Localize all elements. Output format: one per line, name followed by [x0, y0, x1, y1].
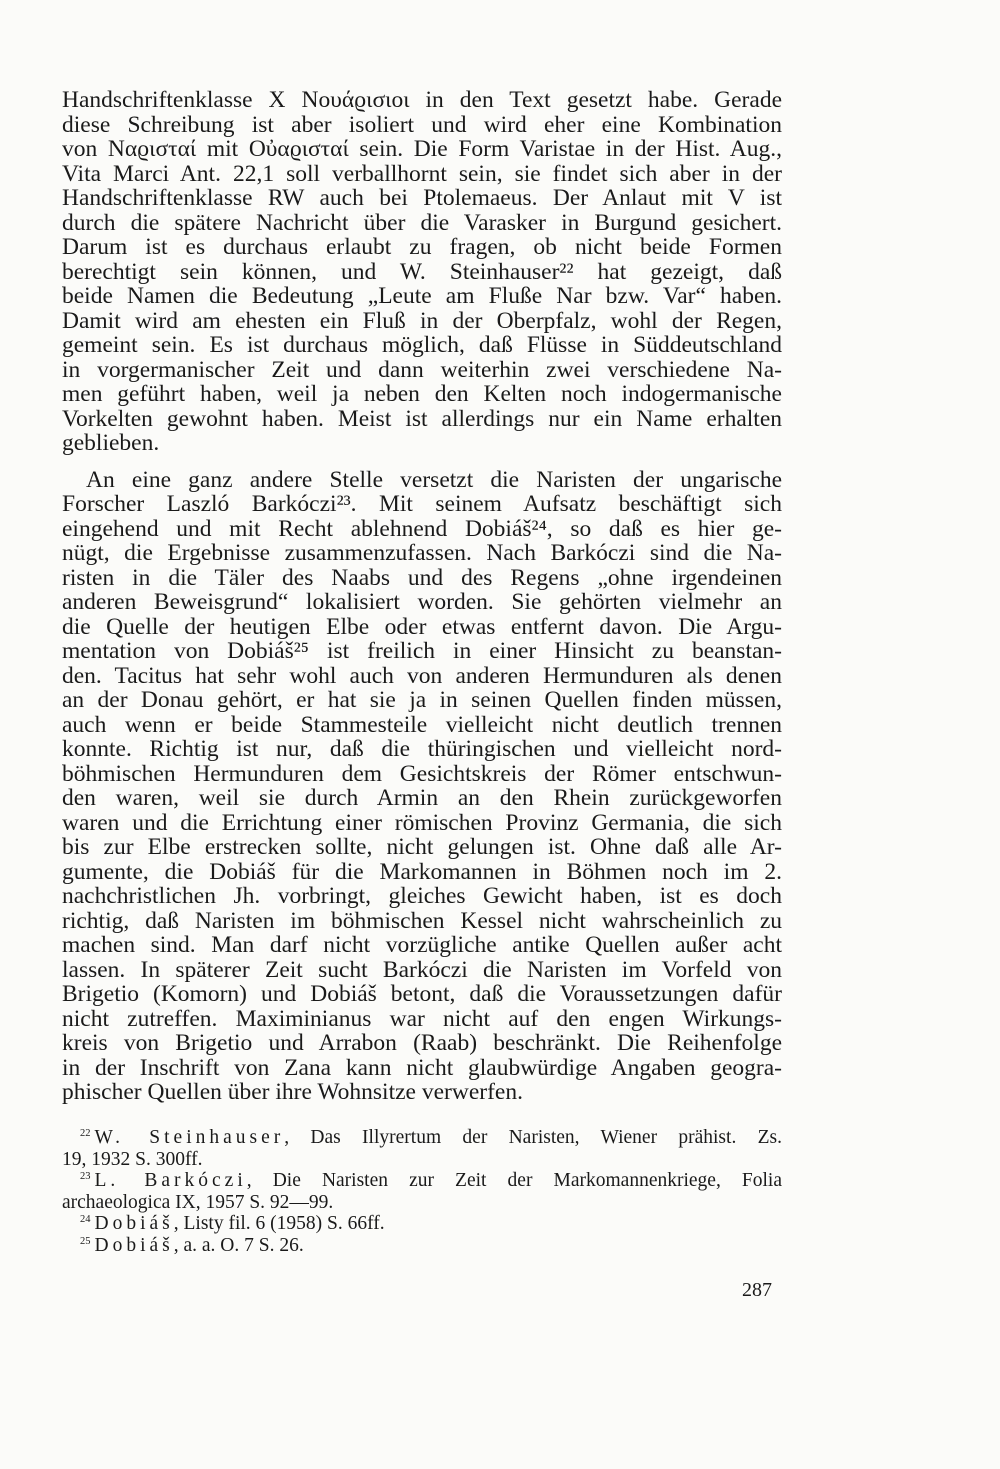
text-line: berechtigt sein können, und W. Steinhauser²² hat gezeigt, daß	[62, 258, 782, 285]
text-line: nügt, die Ergebnisse zusammenzufassen. Nach Barkóczi sind die Na-	[62, 540, 782, 566]
footnote-text: , Das Illyrertum der Naristen, Wiener prähist. Zs.	[284, 1127, 782, 1148]
footnote-text: , a. a. O. 7 S. 26.	[173, 1234, 304, 1256]
text-line: richtig, daß Naristen im böhmischen Kessel nicht wahrscheinlich zu	[62, 907, 782, 934]
footnote-23	[62, 1170, 782, 1192]
text-line: bis zur Elbe erstrecken sollte, nicht gelungen ist. Ohne daß alle Ar-	[62, 834, 782, 860]
text-line: diese Schreibung ist aber isoliert und wird eher eine Kombination	[62, 111, 782, 138]
text-line: Damit wird am ehesten ein Fluß in der Oberpfalz, wohl der Regen,	[62, 307, 782, 334]
text-line: geblieben.	[62, 430, 160, 456]
footnote-22-continuation: 19, 1932 S. 300ff.	[62, 1148, 203, 1170]
text-line: von Ναϱισταί mit Οὐαϱισταί sein. Die Form Varistae in der Hist. Aug.,	[62, 136, 782, 162]
text-line: phischer Quellen über ihre Wohnsitze verwerfen.	[62, 1079, 523, 1105]
text-line: den. Tacitus hat sehr wohl auch von anderen Hermunduren als denen	[62, 662, 782, 689]
page-number: 287	[742, 1279, 772, 1301]
text-line: Brigetio (Komorn) und Dobiáš betont, daß die Voraussetzungen dafür	[62, 981, 782, 1007]
footnote-25	[62, 1235, 782, 1257]
text-line: eingehend und mit Recht ablehnend Dobiáš²⁴, so daß es hier ge-	[62, 515, 782, 542]
text-line: Handschriftenklasse X Νουάϱισιοι in den Text gesetzt habe. Gerade	[62, 87, 782, 113]
text-line: anderen Beweisgrund“ lokalisiert worden. Sie gehörten vielmehr an	[62, 589, 782, 615]
text-line: auch wenn er beide Stammesteile vielleicht nicht deutlich trennen	[62, 711, 782, 738]
text-line: risten in die Täler des Naabs und des Regens „ohne irgendeinen	[62, 564, 782, 591]
text-line: beide Namen die Bedeutung „Leute am Fluße Nar bzw. Var“ haben.	[62, 283, 782, 309]
footnote-number: 25	[80, 1235, 91, 1247]
text-line: Vorkelten gewohnt haben. Meist ist allerdings nur ein Name erhalten	[62, 405, 782, 432]
text-line: an der Donau gehört, er hat sie ja in seinen Quellen finden müssen,	[62, 687, 782, 713]
text-line: gemeint sein. Es ist durchaus möglich, daß Flüsse in Süddeutschland	[62, 332, 782, 358]
text-line: Darum ist es durchaus erlaubt zu fragen, ob nicht beide Formen	[62, 234, 782, 260]
footnote-24	[62, 1213, 782, 1235]
text-line: durch die spätere Nachricht über die Varasker in Burgund gesichert.	[62, 209, 782, 236]
footnote-author: W. Steinhauser	[94, 1127, 285, 1148]
text-line: waren und die Errichtung einer römischen Provinz Germania, die sich	[62, 809, 782, 836]
text-line: nicht zutreffen. Maximinianus war nicht auf den engen Wirkungs-	[62, 1005, 782, 1032]
text-line: lassen. In späterer Zeit sucht Barkóczi die Naristen im Vorfeld von	[62, 956, 782, 983]
footnote-number: 22	[80, 1128, 91, 1139]
footnote-number: 24	[80, 1214, 91, 1225]
text-line: konnte. Richtig ist nur, daß die thüringischen und vielleicht nord-	[62, 736, 782, 762]
text-line: men geführt haben, weil ja neben den Kelten noch indogermanische	[62, 381, 782, 407]
text-line: böhmischen Hermunduren dem Gesichtskreis der Römer entschwun-	[62, 760, 782, 787]
footnote-author: Dobiáš	[94, 1213, 174, 1234]
text-line: An eine ganz andere Stelle versetzt die Naristen der ungarische	[86, 466, 782, 493]
text-line: die Quelle der heutigen Elbe oder etwas entfernt davon. Die Argu-	[62, 613, 782, 640]
text-line: nachchristlichen Jh. vorbringt, gleiches Gewicht haben, ist es doch	[62, 883, 782, 909]
footnotes	[62, 1127, 782, 1256]
text-line: Handschriftenklasse RW auch bei Ptolemaeus. Der Anlaut mit V ist	[62, 185, 782, 211]
text-line: gumente, die Dobiáš für die Markomannen in Böhmen noch im 2.	[62, 858, 782, 885]
text-line: in der Inschrift von Zana kann nicht glaubwürdige Angaben geogra-	[62, 1054, 782, 1081]
text-line: machen sind. Man darf nicht vorzügliche antike Quellen außer acht	[62, 932, 782, 958]
footnote-23-continuation: archaeologica IX, 1957 S. 92—99.	[62, 1191, 334, 1213]
text-line: Vita Marci Ant. 22,1 soll verballhornt sein, sie findet sich aber in der	[62, 160, 782, 187]
text-line: mentation von Dobiáš²⁵ ist freilich in einer Hinsicht zu beanstan-	[62, 638, 782, 664]
text-line: Forscher Laszló Barkóczi²³. Mit seinem Aufsatz beschäftigt sich	[62, 491, 782, 517]
text-line: kreis von Brigetio und Arrabon (Raab) beschränkt. Die Reihenfolge	[62, 1030, 782, 1056]
footnote-text: , Die Naristen zur Zeit der Markomannenkriege, Folia	[246, 1170, 782, 1191]
footnote-22	[62, 1127, 782, 1149]
text-line: in vorgermanischer Zeit und dann weiterhin zwei verschiedene Na-	[62, 356, 782, 383]
footnote-number: 23	[80, 1171, 91, 1182]
footnote-author: L. Barkóczi	[94, 1170, 247, 1191]
footnote-text: , Listy fil. 6 (1958) S. 66ff.	[173, 1213, 385, 1234]
text-line: den waren, weil sie durch Armin an den Rhein zurückgeworfen	[62, 785, 782, 811]
main-text	[62, 88, 782, 1105]
footnote-author: Dobiáš	[94, 1234, 174, 1256]
